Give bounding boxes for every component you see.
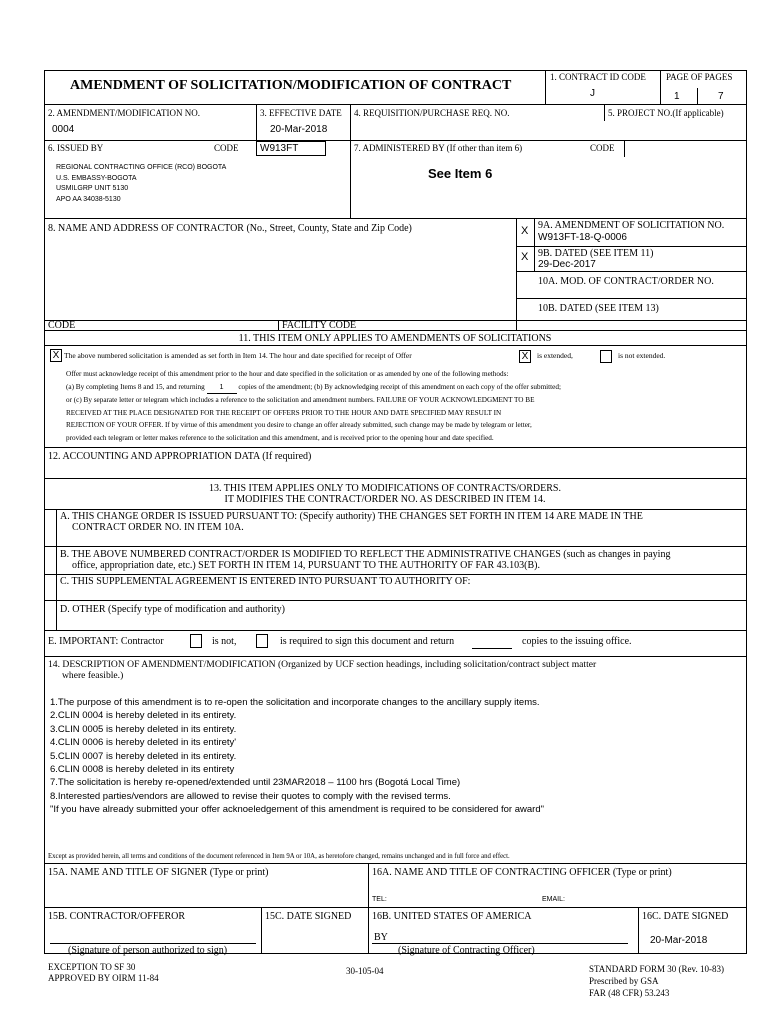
contract-id-label: 1. CONTRACT ID CODE (550, 72, 646, 82)
mod-contract-label: 10A. MOD. OF CONTRACT/ORDER NO. (538, 276, 714, 287)
item13-a-line2: CONTRACT ORDER NO. IN ITEM 10A. (72, 522, 244, 533)
issuer-line: USMILGRP UNIT 5130 (56, 185, 129, 192)
solicitation-number: W913FT-18-Q-0006 (538, 232, 627, 243)
issued-by-label: 6. ISSUED BY (48, 143, 104, 153)
effective-date-value: 20-Mar-2018 (270, 124, 328, 135)
footer-right (589, 963, 724, 999)
footer-left (48, 962, 159, 984)
effective-date-label: 3. EFFECTIVE DATE (260, 108, 342, 118)
issuer-address (56, 163, 226, 205)
description-line: 4.CLIN 0006 is hereby deleted in its entirety' (50, 737, 237, 749)
officer-signature-line[interactable] (372, 943, 628, 944)
description-line: 5.CLIN 0007 is hereby deleted in its entirety. (50, 750, 237, 762)
instruction-line: provided each telegram or letter makes reference to the solicitation and this amendment, and is received prior to the opening hour and date specified. (66, 433, 494, 442)
exception-text: EXCEPTION TO SF 30 (48, 962, 136, 972)
dated-9b-label: 9B. DATED (SEE ITEM 11) (538, 248, 654, 259)
item13-heading-1: 13. THIS ITEM APPLIES ONLY TO MODIFICATIONS OF CONTRACTS/ORDERS. (208, 483, 561, 494)
instruction-text: copies of the amendment; (b) By acknowledging receipt of this amendment on each copy of the offer submitted; (238, 382, 561, 391)
item11-line1: The above numbered solicitation is amended as set forth in Item 14. The hour and date specified for receipt of Offer (64, 351, 412, 360)
form-title: AMENDMENT OF SOLICITATION/MODIFICATION OF CONTRACT (70, 78, 512, 93)
mark-9a: X (521, 225, 529, 237)
instruction-text: (a) By completing Items 8 and 15, and returning (66, 382, 205, 391)
email-label: EMAIL: (542, 896, 565, 903)
approved-text: APPROVED BY OIRM 11-84 (48, 973, 159, 983)
page-of-label: PAGE OF PAGES (666, 72, 733, 82)
prescribed-text: Prescribed by GSA (589, 976, 659, 986)
description-line: 2.CLIN 0004 is hereby deleted in its entirety. (50, 710, 237, 722)
item13-b-line1: B. THE ABOVE NUMBERED CONTRACT/ORDER IS MODIFIED TO REFLECT THE ADMINISTRATIVE CHANGES (such as changes in paying (60, 549, 671, 560)
item11-instructions (66, 368, 561, 444)
facility-code-label: FACILITY CODE (282, 320, 357, 331)
issuer-line: APO AA 34038-5130 (56, 195, 121, 203)
administered-by-label: 7. ADMINISTERED BY (If other than item 6) (354, 143, 523, 153)
important-label: E. IMPORTANT: Contractor (48, 636, 164, 647)
description-line: 7.The solicitation is hereby re-opened/extended until 23MAR2018 – 1100 hrs (Bogotá Local Time) (50, 777, 461, 789)
item13-d: D. OTHER (Specify type of modification and authority) (60, 604, 285, 615)
amendment-solicitation-label: 9A. AMENDMENT OF SOLICITATION NO. (538, 220, 725, 231)
not-extended-checkbox[interactable] (600, 350, 612, 363)
except-clause: Except as provided herein, all terms and conditions of the document referenced in Item 9A or 10A, as heretofore changed, remains unchanged and in full force and effect. (48, 853, 510, 860)
contract-id-value: J (590, 88, 595, 99)
extended-checkbox[interactable]: X (519, 350, 531, 363)
description-label-1: 14. DESCRIPTION OF AMENDMENT/MODIFICATION (Organized by UCF section headings, including solicitation/contract subject matter (48, 659, 597, 670)
is-required-label: is required to sign this document and return (280, 636, 455, 647)
contractor-code-label: CODE (48, 320, 76, 331)
issued-code-value: W913FT (260, 143, 299, 154)
instruction-line: or (c) By separate letter or telegram which includes a reference to the solicitation and amendment numbers. FAILURE OF YOUR ACKNOWLEDGMENT TO BE (66, 396, 535, 404)
signature-person-caption: (Signature of person authorized to sign) (68, 945, 228, 956)
far-text: FAR (48 CFR) 53.243 (589, 988, 670, 998)
description-body (50, 696, 544, 817)
tel-label: TEL: (372, 896, 387, 903)
signature-officer-caption: (Signature of Contracting Officer) (398, 945, 535, 956)
not-extended-label: is not extended. (618, 351, 666, 360)
is-not-label: is not, (212, 636, 237, 647)
instruction-line: RECEIVED AT THE PLACE DESIGNATED FOR THE RECEIPT OF OFFERS PRIOR TO THE HOUR AND DATE SPECIFIED MAY RESULT IN (66, 408, 502, 417)
pages-total: 7 (718, 91, 724, 102)
officer-name-label: 16A. NAME AND TITLE OF CONTRACTING OFFICER (Type or print) (372, 867, 672, 878)
officer-date-label: 16C. DATE SIGNED (642, 911, 729, 922)
copies-count: 1 (207, 381, 237, 395)
contractor-signature-line[interactable] (50, 943, 256, 944)
instruction-line: REJECTION OF YOUR OFFER. If by virtue of this amendment you desire to change an offer already submitted, such change may be made by telegram or letter, (66, 421, 532, 429)
dated-9b-value: 29-Dec-2017 (538, 259, 596, 270)
solicitation-amended-checkbox[interactable]: X (50, 349, 62, 362)
by-label: BY (374, 932, 388, 943)
copies-to-office-label: copies to the issuing office. (522, 636, 632, 647)
description-line: "If you have already submitted your offer acknoeledgement of this amendment is required to be considered for award" (50, 804, 544, 816)
is-not-checkbox[interactable] (190, 634, 202, 648)
description-line: 3.CLIN 0005 is hereby deleted in its entirety. (50, 723, 237, 735)
amendment-no-label: 2. AMENDMENT/MODIFICATION NO. (48, 108, 200, 118)
contractor-offeror-label: 15B. CONTRACTOR/OFFEROR (48, 911, 186, 922)
administered-code-label: CODE (590, 143, 615, 153)
extended-label: is extended, (537, 351, 573, 360)
mark-9b: X (521, 251, 529, 263)
description-line: 8.Interested parties/vendors are allowed to revise their quotes to comply with the revised terms. (50, 790, 451, 802)
signer-name-label: 15A. NAME AND TITLE OF SIGNER (Type or print) (48, 867, 269, 878)
page-number: 1 (674, 91, 680, 102)
item13-c: C. THIS SUPPLEMENTAL AGREEMENT IS ENTERED INTO PURSUANT TO AUTHORITY OF: (60, 576, 471, 587)
description-label-2: where feasible.) (62, 670, 124, 681)
officer-date-value: 20-Mar-2018 (650, 935, 708, 946)
usa-label: 16B. UNITED STATES OF AMERICA (372, 911, 532, 922)
issuer-line: U.S. EMBASSY-BOGOTA (56, 174, 137, 182)
form-number: 30-105-04 (346, 966, 384, 976)
standard-form-text: STANDARD FORM 30 (Rev. 10-83) (589, 964, 724, 974)
project-no-label: 5. PROJECT NO.(If applicable) (608, 108, 724, 118)
dated-10b-label: 10B. DATED (SEE ITEM 13) (538, 303, 659, 314)
item13-b-line2: office, appropriation date, etc.) SET FORTH IN ITEM 14, PURSUANT TO THE AUTHORITY OF FAR 43.103(B). (72, 560, 540, 571)
is-required-checkbox[interactable] (256, 634, 268, 648)
description-line: 6.CLIN 0008 is hereby deleted in its entirety (50, 764, 235, 776)
item13-heading-2: IT MODIFIES THE CONTRACT/ORDER NO. AS DESCRIBED IN ITEM 14. (224, 494, 546, 505)
administered-value: See Item 6 (428, 166, 493, 181)
issued-code-label: CODE (214, 143, 239, 153)
copies-blank[interactable] (472, 648, 512, 649)
item11-heading: 11. THIS ITEM ONLY APPLIES TO AMENDMENTS OF SOLICITATIONS (238, 333, 552, 344)
item13-a-line1: A. THIS CHANGE ORDER IS ISSUED PURSUANT TO: (Specify authority) THE CHANGES SET FORTH IN ITEM 14 ARE MADE IN THE (60, 511, 643, 522)
contractor-address-label: 8. NAME AND ADDRESS OF CONTRACTOR (No., Street, County, State and Zip Code) (48, 223, 412, 234)
accounting-label: 12. ACCOUNTING AND APPROPRIATION DATA (If required) (48, 451, 312, 462)
instruction-line (66, 381, 561, 395)
issuer-line: REGIONAL CONTRACTING OFFICE (RCO) BOGOTA (56, 164, 227, 171)
instruction-line: Offer must acknowledge receipt of this amendment prior to the hour and date specified in the solicitation or as amended by one of the following methods: (66, 370, 509, 378)
amendment-no-value: 0004 (52, 124, 75, 135)
requisition-label: 4. REQUISITION/PURCHASE REQ. NO. (354, 108, 510, 118)
description-line: 1.The purpose of this amendment is to re-open the solicitation and incorporate changes to the ancillary supply items. (50, 697, 540, 708)
contractor-date-label: 15C. DATE SIGNED (265, 911, 352, 922)
